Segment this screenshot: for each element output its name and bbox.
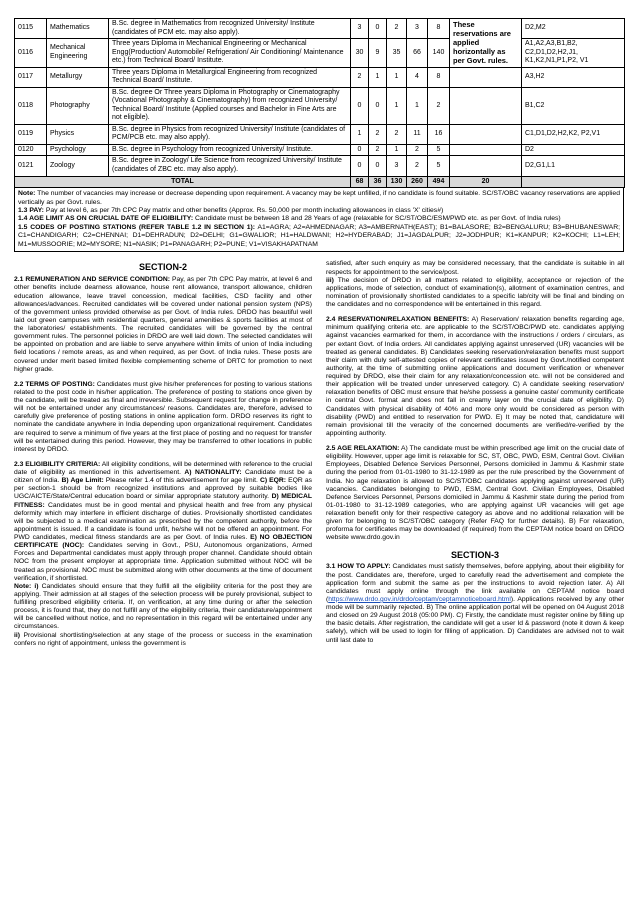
para-2-5 bbox=[326, 445, 624, 543]
total-cell: 68 bbox=[351, 176, 369, 188]
label-nationality: A) NATIONALITY: bbox=[184, 469, 242, 477]
count-cell: 2 bbox=[369, 144, 387, 156]
reservation-empty-cell bbox=[450, 156, 522, 176]
count-cell: 9 bbox=[369, 39, 387, 68]
pay-label: 1.3 PAY: bbox=[18, 207, 44, 214]
count-cell: 0 bbox=[369, 87, 387, 124]
heading-2-4: 2.4 RESERVATION/RELAXATION BENEFITS: bbox=[326, 316, 470, 324]
reservation-empty-cell bbox=[450, 144, 522, 156]
table-row bbox=[15, 67, 625, 87]
text-note-ii: Provisional shortlisting/selection at any stage of the process or success in the examination confers no right of appointment, unless the government is bbox=[14, 631, 312, 647]
count-cell: 2 bbox=[428, 87, 450, 124]
text-2-3-intro: All eligibility conditions, will be determined with reference to the crucial date of eligibility as mentioned in this advertisement. bbox=[14, 460, 312, 477]
total-empty-cell bbox=[522, 176, 625, 188]
text-nationality: Candidate must be a citizen of India. bbox=[14, 469, 312, 485]
para-2-2 bbox=[14, 381, 312, 454]
count-cell: 3 bbox=[351, 19, 369, 39]
post-code-cell: 0119 bbox=[15, 124, 47, 144]
para-note-ii bbox=[14, 632, 312, 648]
qualification-cell: Three years Diploma in Metallurgical Engineering from recognized Technical Board/ Institute. bbox=[109, 67, 351, 87]
para-2-1 bbox=[14, 276, 312, 374]
table-row bbox=[15, 124, 625, 144]
two-column-body bbox=[14, 260, 624, 647]
codes-text: A1=AGRA; A2=AHMEDNAGAR; A3=AMBERNATH(EAST); B1=BALASORE; B2=BENGALURU; B3=BHUBANESWAR; C1=CHANDIGARH; C2=CHENNAI; D1=DEHRADUN; D2=DELHI; G1=GWALIOR; H1=HALDWANI; H2=HYDERABAD; J1=JAGDALPUR; J2=JODHPUR; K1=KANPUR; K2=KOCHI; L1=LEH; M1=MUSSOORIE; M2=MYSORE; N1=NASIK; P1=PANAGARH; P2=PUNE; V1=VISAKHAPATNAM bbox=[18, 223, 620, 248]
table-row bbox=[15, 156, 625, 176]
count-cell: 4 bbox=[407, 67, 428, 87]
age-text: Candidate must be between 18 and 28 Years of age (relaxable for SC/ST/OBC/ESM/PWD etc. as per Govt. of India rules) bbox=[194, 215, 561, 223]
heading-3-1: 3.1 HOW TO APPLY: bbox=[326, 563, 391, 571]
count-cell: 3 bbox=[407, 19, 428, 39]
discipline-cell: Physics bbox=[47, 124, 109, 144]
count-cell: 30 bbox=[351, 39, 369, 68]
table-row bbox=[15, 19, 625, 39]
label-note-iii: iii) bbox=[326, 276, 334, 284]
count-cell: 0 bbox=[351, 156, 369, 176]
total-cell: 36 bbox=[369, 176, 387, 188]
reservation-empty-cell bbox=[450, 124, 522, 144]
posting-centres-cell: C1,D1,D2,H2,K2, P2,V1 bbox=[522, 124, 625, 144]
post-code-cell: 0118 bbox=[15, 87, 47, 124]
total-label: TOTAL bbox=[15, 176, 351, 188]
text-2-1: Pay, as per 7th CPC Pay matrix, at level 6 and other benefits include dearness allowance, house rent allowance, transport allowance, children education allowance, leave travel concession, medical facilities, CSD facility and other allowances/advances. Recruited candidates will be covered under national pension system (NPS) of the government unless provided otherwise as per Govt. of India rules. DRDO has beautiful well laid out green campuses with residential quarters, general amenities & sports facilities at most of the laboratories/ establishments. The recruited candidates will be governed by the central government rules. The personnel policies in DRDO are well laid down. The selected candidates will be appointed on probation and are liable to serve anywhere within limits of union of India including field locations / remote areas, as and when required, as per Govt. of India rules. These posts are covered under merit based limited flexible complementing scheme of DRTC for promotion to next higher grade. bbox=[14, 276, 312, 373]
count-cell: 3 bbox=[387, 156, 407, 176]
count-cell: 0 bbox=[369, 19, 387, 39]
text-2-4: A) Reservation/ relaxation benefits regarding age, minimum qualifying criteria etc. are applicable to the SC/ST/OBC/PWD etc. candidates applying against vacancies earmarked for them, in accordance with the instructions / orders / circulars, as per extant Govt. of India orders. All candidates applying against unreserved (UR) vacancies will be treated as general candidates. B) Candidates seeking reservation/relaxation benefits must support their claim with duly self-attested copies of relevant certificates issued by Govt./notified competent authority, at the time of submitting online applications and document verification or whenever required by DRDO, else their claim for any relaxation/concession etc. will not be considered and their application will be treated under unreserved category. C) A candidate seeking reservation/ relaxation benefits of OBC must ensure that he/she possess a genuine caste/ community certificate in central Govt. format and does not fall in creamy layer on the crucial date of eligibility. D) Candidates with physical disability of 40% and more only would be considered as person with disability (PWD) and entitled to reservation for PWD. E) It may be noted that, candidature will remain provisional till the veracity of the concerned documents are verified/re-verified by the appointing authority. bbox=[326, 316, 624, 437]
count-cell: 5 bbox=[428, 156, 450, 176]
posting-centres-cell: A3,H2 bbox=[522, 67, 625, 87]
total-cell: 260 bbox=[407, 176, 428, 188]
discipline-cell: Psychology bbox=[47, 144, 109, 156]
text-2-5: A) The candidate must be within prescribed age limit on the crucial date of eligibility. However, upper age limit is relaxable for SC, ST, OBC, PWD, ESM, Central Govt. Civilian Employees, Disabled Defence Services Personnel, Persons domiciled in Jammu & Kashmir state during the period from 01-01-1980 to 31-12-1989 as per the rule prescribed by the Government of India. No age relaxation is allowed to SC/ST/OBC candidates applying against unreserved (UR) vacancies. Candidates belonging to PWD, ESM, Central Govt. Civilian Employees, Disabled Defence Services Personnel, Persons domiciled in Jammu & Kashmir state during the period from 01-01-1980 to 31-12-1989 categories, who are applying against UR vacancies will get age relaxation benefit only for their respective category as above and no additional relaxation will be given for belonging to SC/ST/OBC category (Refer FAQ for further details). B) For relaxation, proforma for certificates may be downloaded (if required) from the CEPTAM notice board on DRDO website www.drdo.gov.in bbox=[326, 445, 624, 542]
post-code-cell: 0116 bbox=[15, 39, 47, 68]
para-continued bbox=[326, 260, 624, 276]
post-code-cell: 0120 bbox=[15, 144, 47, 156]
count-cell: 1 bbox=[351, 124, 369, 144]
text-3-1-a: Candidates must satisfy themselves, before applying, about their eligibility for the post. Candidates are, therefore, urged to carefully read the advertisement and complete the application form and submit the same as per the instructions to avoid rejection later. A) All candidates must apply online through the link available on CEPTAM notice board ( bbox=[326, 563, 624, 603]
discipline-cell: Metallurgy bbox=[47, 67, 109, 87]
ceptam-notice-board-link[interactable]: https://www.drdo.gov.in/drdo/ceptam/ceptamnoticeboard.html bbox=[328, 595, 511, 603]
count-cell: 2 bbox=[351, 67, 369, 87]
para-3-1 bbox=[326, 563, 624, 644]
para-note-iii bbox=[326, 277, 624, 310]
notes-block bbox=[14, 188, 624, 252]
count-cell: 1 bbox=[387, 87, 407, 124]
post-code-cell: 0121 bbox=[15, 156, 47, 176]
discipline-cell: Mathematics bbox=[47, 19, 109, 39]
text-age-limit: Please refer 1.4 of this advertisement for age limit. bbox=[105, 477, 258, 485]
note-text: The number of vacancies may increase or decrease depending upon requirement. A vacancy may be kept unfilled, if no candidate is found suitable. SC/ST/OBC vacancy reservations are applied vertically as per Govt. rules. bbox=[18, 190, 620, 206]
text-2-2: Candidates must give his/her preferences for posting to various stations related to the post code in his/her application. The preference of posting to stations once given by the candidate, will be treated as final and irreversible. Subsequent request for change in preference will not be entertained under any circumstances/ reasons. Candidates are, therefore, advised to carefully give preference of posting stations in online application form. DRDO reserves its right to nominate the candidate anywhere in India depending upon organizational requirement. Candidates are required to serve a minimum of five years at the first place of posting and no request for transfer will be entertained during this period. However, they may be transferred to other locations in public interest by DRDO. bbox=[14, 380, 312, 453]
text-continued: satisfied, after such enquiry as may be considered necessary, that the candidate is suitable in all respects for appointment to the service/post. bbox=[326, 260, 624, 276]
qualification-cell: B.Sc. degree in Mathematics from recognized University/ Institute (candidates of PCM etc. may also apply). bbox=[109, 19, 351, 39]
text-medical: Candidates must be in good mental and physical health and free from any physical deformity which may interfere in efficient discharge of duties. Provisionally shortlisted candidates will be subjected to a medical examination as prescribed by the competent authority, before the appointment is issued. If a candidate is found unfit, he/she will not be offered an appointment. For PWD candidates, medical fitness standards are as per Govt. of India rules. bbox=[14, 501, 312, 542]
count-cell: 1 bbox=[407, 87, 428, 124]
label-medical: D) MEDICAL FITNESS: bbox=[14, 493, 312, 509]
count-cell: 5 bbox=[428, 144, 450, 156]
count-cell: 0 bbox=[351, 87, 369, 124]
label-noc: E) NO OBJECTION CERTIFICATE (NOC): bbox=[14, 534, 312, 550]
para-2-3 bbox=[14, 461, 312, 583]
count-cell: 0 bbox=[351, 144, 369, 156]
count-cell: 66 bbox=[407, 39, 428, 68]
posting-centres-cell: D2 bbox=[522, 144, 625, 156]
count-cell: 2 bbox=[369, 124, 387, 144]
total-cell: 494 bbox=[428, 176, 450, 188]
posting-centres-cell: A1,A2,A3,B1,B2, C2,D1,D2,H2,J1, K1,K2,N1,P1,P2, V1 bbox=[522, 39, 625, 68]
pay-text: Pay at level 6, as per 7th CPC Pay matrix and other benefits (Approx. Rs. 50,000 per month including allowances in class 'X' cities#) bbox=[45, 207, 444, 214]
qualification-cell: Three years Diploma in Mechanical Engineering or Mechanical Engg(Production/ Automobile/ Refrigeration/ Air Conditioning/ Maintenance etc.) from Technical Board/ Institute. bbox=[109, 39, 351, 68]
text-note-i: Candidates should ensure that they fulfill all the eligibility criteria for the post they are applying. Their admission at all stages of the selection process will be purely provisional, subject to fulfilling prescribed eligibility criteria. If, on verification, at any time during or after the selection process, it is found that, they do not fulfill any of the eligibility criteria, their candidature/appointment will be cancelled without notice, and no representation in this regard will be entertained under any circumstances. bbox=[14, 582, 312, 631]
label-eqr: C) EQR: bbox=[259, 477, 287, 485]
count-cell: 2 bbox=[387, 124, 407, 144]
post-code-cell: 0115 bbox=[15, 19, 47, 39]
heading-2-2: 2.2 TERMS OF POSTING: bbox=[14, 380, 95, 388]
posting-centres-cell: B1,C2 bbox=[522, 87, 625, 124]
posting-centres-cell: D2,G1,L1 bbox=[522, 156, 625, 176]
posting-centres-cell: D2,M2 bbox=[522, 19, 625, 39]
left-column bbox=[14, 260, 312, 647]
table-row bbox=[15, 144, 625, 156]
note-label: Note: bbox=[18, 190, 36, 198]
text-note-iii: The decision of DRDO in all matters related to eligibility, acceptance or rejection of the applications, mode of selection, conduct of examination(s), allotment of examination centres, and nomination of provisionally shortlisted candidates to a specific lab/city will be final and binding on the candidates and no correspondence will be entertained in this regard. bbox=[326, 276, 624, 309]
text-3-1-b: ). Applications received by any other mode will be summarily rejected. B) The online application portal will be opened on 04 August 2018 and closed on 29 August 2018 (05:00 PM). C) Firstly, the candidate must register online by filling up the basic details. After registration, the candidate will get a user Id & password (note it down & keep safely), which will be used to login for filling of application. D) Candidates are advised not to wait until last date to bbox=[326, 595, 624, 644]
text-noc: Candidates serving in Govt., PSU, Autonomous organizations, Armed Forces and Departmental candidates must apply through proper channel. Candidate should obtain NOC from the present employer at appropriate time. Application submitted without NOC will be treated as provisional. NOC must be submitted along with other documents at the time of document verification, if shortlisted. bbox=[14, 542, 312, 582]
heading-2-1: 2.1 REMUNERATION AND SERVICE CONDITION: bbox=[14, 276, 171, 284]
count-cell: 8 bbox=[428, 67, 450, 87]
count-cell: 1 bbox=[369, 67, 387, 87]
section-3-title: SECTION-3 bbox=[450, 549, 499, 560]
count-cell: 11 bbox=[407, 124, 428, 144]
table-row bbox=[15, 87, 625, 124]
vacancy-table-body bbox=[15, 19, 625, 188]
total-cell: 130 bbox=[387, 176, 407, 188]
discipline-cell: Zoology bbox=[47, 156, 109, 176]
count-cell: 2 bbox=[407, 144, 428, 156]
count-cell: 35 bbox=[387, 39, 407, 68]
post-code-cell: 0117 bbox=[15, 67, 47, 87]
qualification-cell: B.Sc. degree in Zoology/ Life Science from recognized University/ Institute (candidates of ZBC etc. may also apply). bbox=[109, 156, 351, 176]
count-cell: 2 bbox=[387, 19, 407, 39]
count-cell: 140 bbox=[428, 39, 450, 68]
qualification-cell: B.Sc. degree in Psychology from recognized University/ Institute. bbox=[109, 144, 351, 156]
count-cell: 16 bbox=[428, 124, 450, 144]
label-note-i: Note: i) bbox=[14, 582, 39, 590]
text-eqr: EQR as per section-1 should be from recognized institutions and approved by suitable bodies like UGC/AICTE/State/Central education board or similar appropriate statutory authority. bbox=[14, 477, 312, 501]
right-column bbox=[326, 260, 624, 647]
para-2-4 bbox=[326, 316, 624, 438]
count-cell: 2 bbox=[407, 156, 428, 176]
heading-2-3: 2.3 ELIGIBILITY CRITERIA: bbox=[14, 460, 101, 468]
reservation-note-cell: These reservations are applied horizontally as per Govt. rules. bbox=[450, 19, 522, 68]
codes-label: 1.5 CODES OF POSTING STATIONS (REFER TABLE 1.2 IN SECTION 1): bbox=[18, 223, 256, 231]
total-row bbox=[15, 176, 625, 188]
heading-2-5: 2.5 AGE RELAXATION: bbox=[326, 445, 400, 453]
vacancy-table bbox=[14, 18, 625, 188]
count-cell: 1 bbox=[387, 67, 407, 87]
section-2-title: SECTION-2 bbox=[138, 262, 187, 273]
total-cell: 20 bbox=[450, 176, 522, 188]
label-note-ii: ii) bbox=[14, 631, 20, 639]
qualification-cell: B.Sc. degree Or Three years Diploma in Photography or Cinematography (Vocational Photography & Cinematography) from recognized University/ Technical Board/ Institute (Applied courses and Bachelor in Fine Arts are not eligible). bbox=[109, 87, 351, 124]
age-label: 1.4 AGE LIMIT AS ON CRUCIAL DATE OF ELIGIBILITY: bbox=[18, 215, 194, 223]
count-cell: 0 bbox=[369, 156, 387, 176]
para-note-i bbox=[14, 583, 312, 632]
discipline-cell: Mechanical Engineering bbox=[47, 39, 109, 68]
qualification-cell: B.Sc. degree in Physics from recognized University/ Institute (candidates of PCM/PCB etc. may also apply). bbox=[109, 124, 351, 144]
reservation-empty-cell bbox=[450, 67, 522, 87]
count-cell: 8 bbox=[428, 19, 450, 39]
table-row bbox=[15, 39, 625, 68]
count-cell: 1 bbox=[387, 144, 407, 156]
discipline-cell: Photography bbox=[47, 87, 109, 124]
label-age-limit: B) Age Limit: bbox=[61, 477, 104, 485]
reservation-empty-cell bbox=[450, 87, 522, 124]
